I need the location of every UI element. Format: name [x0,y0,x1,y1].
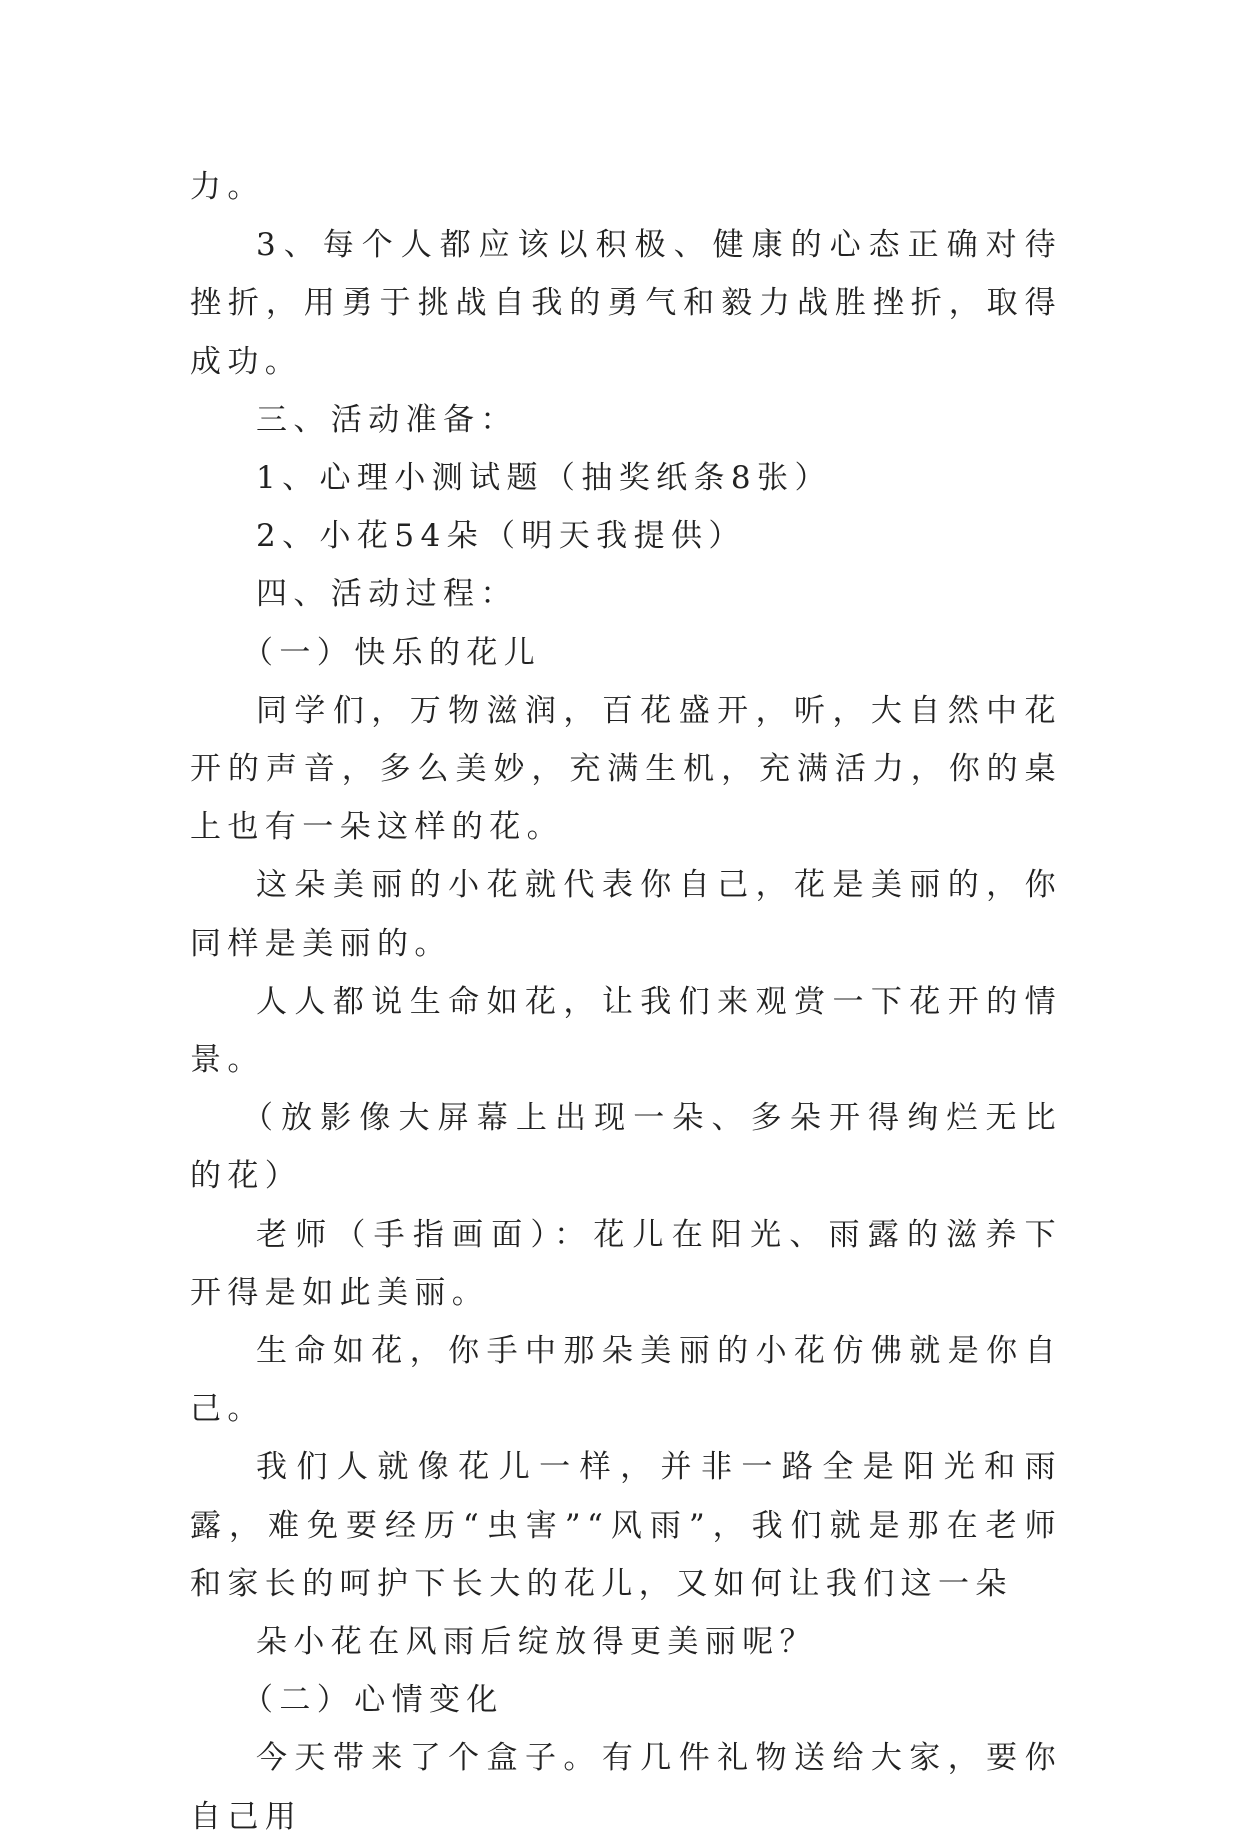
paragraph-5: 2、小花54朵（明天我提供） [256,518,746,555]
paragraph-4: 1、心理小测试题（抽奖纸条8张） [256,460,832,497]
paragraph-11: （放影像大屏幕上出现一朵、多朵开得绚烂无比的花） [190,1100,1062,1195]
document-body [190,158,1062,1846]
paragraph-1: 力。 [190,169,265,205]
paragraph-15: 朵小花在风雨后绽放得更美丽呢？ [256,1624,817,1661]
paragraph-3: 三、活动准备： [256,401,518,438]
paragraph-9: 这朵美丽的小花就代表你自己，花是美丽的，你同样是美丽的。 [190,867,1062,962]
paragraph-17: 今天带来了个盒子。有几件礼物送给大家，要你自己用 [190,1740,1062,1835]
paragraph-7: （一）快乐的花儿 [242,634,542,671]
paragraph-16: （二）心情变化 [242,1682,504,1719]
paragraph-10: 人人都说生命如花，让我们来观赏一下花开的情景。 [190,983,1062,1079]
paragraph-6: 四、活动过程： [256,576,518,613]
paragraph-8: 同学们，万物滋润，百花盛开，听，大自然中花开的声音，多么美妙，充满生机，充满活力，你的桌上也有一朵这样的花。 [190,692,1062,846]
paragraph-14: 我们人就像花儿一样，并非一路全是阳光和雨露，难免要经历“虫害”“风雨”，我们就是那在老师和家长的呵护下长大的花儿，又如何让我们这一朵 [190,1449,1062,1602]
paragraph-13: 生命如花，你手中那朵美丽的小花仿佛就是你自己。 [190,1333,1062,1428]
paragraph-12: 老师（手指画面）：花儿在阳光、雨露的滋养下开得是如此美丽。 [190,1216,1062,1311]
paragraph-2: 3、每个人都应该以积极、健康的心态正确对待挫折，用勇于挑战自我的勇气和毅力战胜挫折，取得成功。 [190,227,1062,380]
